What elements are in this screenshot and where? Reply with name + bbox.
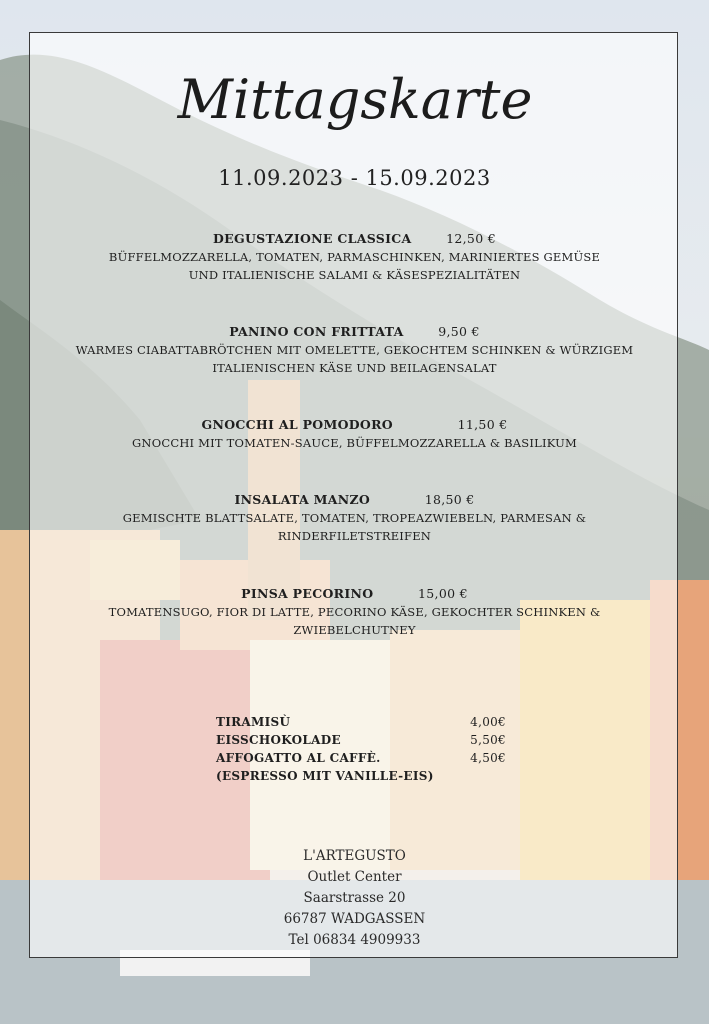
dish-degustazione: [40, 230, 669, 284]
address-line: Outlet Center: [307, 869, 402, 885]
dish-heading: [40, 491, 669, 509]
dish-panino: [40, 323, 669, 377]
dish-price: 9,50 €: [438, 324, 480, 339]
dish-name: INSALATA MANZO: [234, 492, 371, 507]
dish-price: 18,50 €: [424, 492, 475, 507]
date-range: 11.09.2023 - 15.09.2023: [218, 166, 491, 190]
dish-price: 11,50 €: [457, 417, 508, 432]
dish-gnocchi: [40, 416, 669, 452]
dish-insalata: [40, 491, 669, 545]
dessert-price: 4,50€: [470, 751, 506, 765]
dish-name: DEGUSTAZIONE CLASSICA: [213, 231, 412, 246]
dessert-name: TIRAMISÙ: [216, 715, 291, 729]
dish-description-line: BÜFFELMOZZARELLA, TOMATEN, PARMASCHINKEN, MARINIERTES GEMÜSE: [108, 250, 601, 264]
restaurant-name: L'ARTEGUSTO: [303, 848, 406, 864]
dessert-row: [216, 731, 506, 749]
dish-description-line: ITALIENISCHEN KÄSE UND BEILAGENSALAT: [212, 361, 497, 375]
city-line: 66787 WADGASSEN: [283, 911, 426, 927]
dish-name: PANINO CON FRITTATA: [229, 324, 404, 339]
dish-name: GNOCCHI AL POMODORO: [201, 417, 393, 432]
dish-description-line: UND ITALIENISCHE SALAMI & KÄSESPEZIALITÄTEN: [188, 268, 521, 282]
dessert-note: (ESPRESSO MIT VANILLE-EIS): [216, 769, 434, 783]
dish-description-line: GNOCCHI MIT TOMATEN-SAUCE, BÜFFELMOZZARELLA & BASILIKUM: [132, 436, 577, 450]
dish-heading: [40, 416, 669, 434]
dish-description-line: WARMES CIABATTABRÖTCHEN MIT OMELETTE, GEKOCHTEM SCHINKEN & WÜRZIGEM: [75, 343, 634, 357]
dessert-name: EISSCHOKOLADE: [216, 733, 341, 747]
dish-pinsa: [40, 585, 669, 639]
dessert-name: AFFOGATTO AL CAFFÈ.: [216, 751, 381, 765]
dessert-price: 5,50€: [470, 733, 506, 747]
dessert-row: [216, 713, 506, 731]
dish-heading: [40, 230, 669, 248]
svg-text:Mittagskarte: Mittagskarte: [177, 68, 532, 131]
phone-line: Tel 06834 4909933: [288, 932, 421, 948]
script-title-graphic: [177, 58, 532, 148]
dessert-row: [216, 749, 506, 767]
dish-heading: [40, 323, 669, 341]
dish-name: PINSA PECORINO: [241, 586, 374, 601]
dish-description-line: RINDERFILETSTREIFEN: [277, 529, 432, 543]
dish-price: 15,00 €: [418, 586, 468, 601]
dish-price: 12,50 €: [446, 231, 496, 246]
dessert-price: 4,00€: [470, 715, 506, 729]
dish-description-line: ZWIEBELCHUTNEY: [293, 623, 416, 637]
dessert-list: [216, 713, 506, 785]
dish-description-line: TOMATENSUGO, FIOR DI LATTE, PECORINO KÄSE, GEKOCHTER SCHINKEN &: [108, 605, 601, 619]
dish-heading: [40, 585, 669, 603]
dish-description-line: GEMISCHTE BLATTSALATE, TOMATEN, TROPEAZWIEBELN, PARMESAN &: [122, 511, 587, 525]
restaurant-address: [0, 846, 709, 951]
menu-title: [0, 58, 709, 148]
street-line: Saarstrasse 20: [303, 890, 406, 906]
